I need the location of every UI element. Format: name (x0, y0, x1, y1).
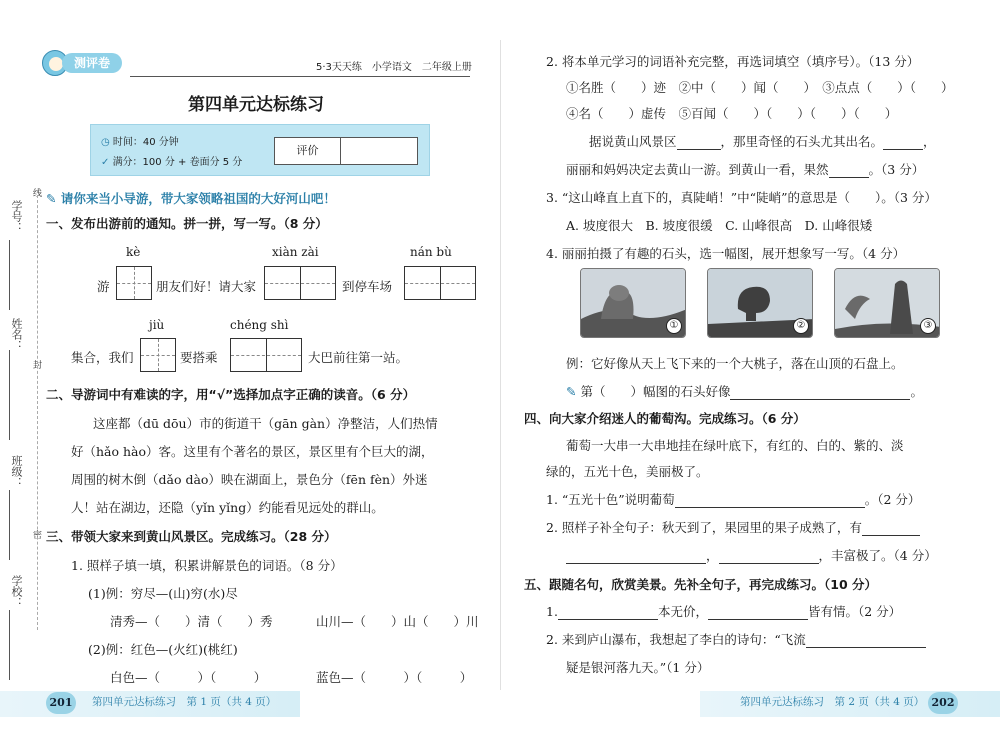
s2-line-4: 人！站在湖边，还隐（yǐn yǐng）约能看见远处的群山。 (71, 500, 384, 515)
pinyin-chengshi: chéng shì (230, 318, 289, 332)
q2-heading: 2. 将本单元学习的词语补充完整，再选词填空（填序号）。（13 分） (546, 54, 920, 69)
field-line-1 (9, 240, 10, 310)
text-daba: 大巴前往第一站。 (308, 350, 409, 365)
rock-photo-3[interactable] (834, 268, 940, 338)
s3-row-1b[interactable]: 山川—（ ）山（ ）川 (316, 614, 479, 629)
s4-q1: 1. “五光十色”说明葡萄 。（2 分） (546, 492, 921, 507)
s4-para-2: 绿的，五光十色，美丽极了。 (546, 464, 709, 479)
q2-fill-line-2: 丽丽和妈妈决定去黄山一游。到黄山一看，果然 。（3 分） (566, 162, 925, 177)
writing-grid-jiu[interactable] (140, 338, 176, 372)
s4-para-1: 葡萄一大串一大串地挂在绿叶底下，有红的、白的、紫的、淡 (566, 438, 904, 453)
photo-1-number: ① (666, 318, 682, 334)
s4-q2-blank-2[interactable] (566, 563, 706, 564)
photo-3-number: ③ (920, 318, 936, 334)
s2-line-3: 周围的树木倒（dǎo dào）映在湖面上，景色分（fēn fèn）外迷 (71, 472, 428, 487)
rock-photo-1[interactable] (580, 268, 686, 338)
field-line-3 (9, 490, 10, 560)
badge (42, 50, 122, 76)
blank-3[interactable] (829, 177, 869, 178)
s5-q2-blank[interactable] (806, 647, 926, 648)
text-jihe: 集合，我们 (71, 350, 134, 365)
eval-label: 评价 (275, 138, 341, 164)
s3-example-1: (1)例：穷尽—(山)穷(水)尽 (88, 586, 238, 601)
field-line-4 (9, 610, 10, 680)
check-icon: ✓ (101, 157, 113, 168)
writing-grid-ke[interactable] (116, 266, 152, 300)
s5-q2-cont: 疑是银河落九天。”（1 分） (566, 660, 710, 675)
s5-q1-blank-1[interactable] (558, 619, 658, 620)
text-yaodacheng: 要搭乘 (180, 350, 218, 365)
cut-line-feng: 封 (31, 360, 41, 369)
cut-line (37, 190, 38, 630)
section-1-heading: 一、发布出游前的通知。拼一拼，写一写。（8 分） (46, 216, 328, 231)
cut-line-mi: 密 (31, 530, 41, 539)
intro-line: ✎ 请你来当小导游，带大家领略祖国的大好河山吧！ (46, 191, 336, 206)
text-pengyou: 朋友们好！请大家 (156, 279, 257, 294)
pinyin-xianzai: xiàn zài (272, 245, 319, 259)
label-xuexiao: 学校： (10, 575, 23, 608)
section-2-heading: 二、导游词中有难读的字，用“√”选择加点字正确的读音。（6 分） (46, 387, 416, 402)
s4-q2-blank-3[interactable] (719, 563, 819, 564)
s3-row-1a[interactable]: 清秀—（ ）清（ ）秀 (110, 614, 273, 629)
page-gutter (500, 40, 501, 690)
pinyin-nanbu: nán bù (410, 245, 452, 259)
text-you: 游 (97, 279, 110, 294)
writing-grid-nanbu[interactable] (404, 266, 476, 300)
s5-q1: 1. 本无价， 皆有情。（2 分） (546, 604, 902, 619)
footer-left-text: 第四单元达标练习 第 1 页（共 4 页） (92, 696, 277, 708)
photo-2-number: ② (793, 318, 809, 334)
series-label: 5·3天天练 小学语文 二年级上册 (316, 62, 472, 73)
section-3-heading: 三、带领大家来到黄山风景区。完成练习。（28 分） (46, 529, 337, 544)
q3-options[interactable]: A. 坡度很大 B. 坡度很缓 C. 山峰很高 D. 山峰很矮 (566, 218, 873, 233)
badge-label: 测评卷 (62, 53, 122, 73)
eval-box (274, 137, 418, 165)
field-line-2 (9, 350, 10, 440)
footer-right-text: 第四单元达标练习 第 2 页（共 4 页） (740, 696, 925, 708)
s3-q1: 1. 照样子填一填，积累讲解景色的词语。（8 分） (71, 558, 343, 573)
pencil-icon: ✎ (566, 384, 581, 399)
section-4-heading: 四、向大家介绍迷人的葡萄沟。完成练习。（6 分） (524, 411, 806, 426)
score-info: ✓ 满分：100 分 + 卷面分 5 分 (101, 157, 243, 168)
s2-line-1: 这座都（dū dōu）市的街道干（gān gàn）净整洁，人们热情 (93, 416, 438, 431)
s4-q2-cont: ， ，丰富极了。（4 分） (566, 546, 937, 564)
q4-fill: ✎ 第（ ）幅图的石头好像 。 (566, 384, 923, 399)
pinyin-ke: kè (126, 245, 141, 259)
time-info: ◷ 时间：40 分钟 (101, 137, 179, 148)
page-title: 第四单元达标练习 (188, 95, 324, 115)
s4-q1-blank[interactable] (675, 507, 865, 508)
s5-q1-blank-2[interactable] (708, 619, 808, 620)
q3-question: 3. “这山峰直上直下的，真陡峭！”中“陡峭”的意思是（ ）。（3 分） (546, 190, 937, 205)
pinyin-jiu: jiù (149, 318, 165, 332)
s4-q2-blank-1[interactable] (862, 535, 920, 536)
s2-line-2: 好（hǎo hào）客。这里有个著名的景区，景区里有个巨大的湖， (71, 444, 434, 459)
text-tingchechang: 到停车场 (342, 279, 393, 294)
binding-strip (0, 0, 42, 729)
page-number-right: 202 (928, 692, 958, 714)
blank-2[interactable] (883, 149, 923, 150)
writing-grid-xianzai[interactable] (264, 266, 336, 300)
q4-example: 例：它好像从天上飞下来的一个大桃子，落在山顶的石盘上。 (566, 356, 904, 371)
label-xingming: 姓名： (10, 318, 23, 351)
q4-blank[interactable] (730, 399, 910, 400)
page-number-left: 201 (46, 692, 76, 714)
q2-items-b[interactable]: ④名（ ）虚传 ⑤百闻（ ）（ ）（ ）（ ） (566, 106, 898, 121)
q4-question: 4. 丽丽拍摄了有趣的石头，选一幅图，展开想象写一写。（4 分） (546, 246, 906, 261)
clock-icon: ◷ (101, 137, 113, 148)
writing-grid-chengshi[interactable] (230, 338, 302, 372)
leaf-icon: ✎ (46, 191, 61, 206)
label-banji: 班级： (10, 455, 23, 488)
label-xuehao: 学号： (10, 200, 23, 233)
q2-items-a[interactable]: ①名胜（ ）迹 ②中（ ）闻（ ） ③点点（ ）（ ） (566, 80, 954, 95)
info-box (90, 124, 430, 176)
s3-row-2a[interactable]: 白色—（ ）（ ） (110, 670, 267, 685)
header-rule (130, 76, 470, 77)
q2-fill-line-1: 据说黄山风景区 ，那里奇怪的石头尤其出名。 ， (589, 134, 936, 149)
section-5-heading: 五、跟随名句，欣赏美景。先补全句子，再完成练习。（10 分） (524, 577, 877, 592)
s3-row-2b[interactable]: 蓝色—（ ）（ ） (316, 670, 473, 685)
rock-photo-2[interactable] (707, 268, 813, 338)
s3-example-2: (2)例：红色—(火红)(桃红) (88, 642, 238, 657)
cut-line-xian: 线 (31, 188, 41, 197)
blank-1[interactable] (677, 149, 721, 150)
s4-q2: 2. 照样子补全句子：秋天到了，果园里的果子成熟了，有 (546, 518, 920, 536)
s5-q2: 2. 来到庐山瀑布，我想起了李白的诗句：“飞流 (546, 630, 926, 648)
